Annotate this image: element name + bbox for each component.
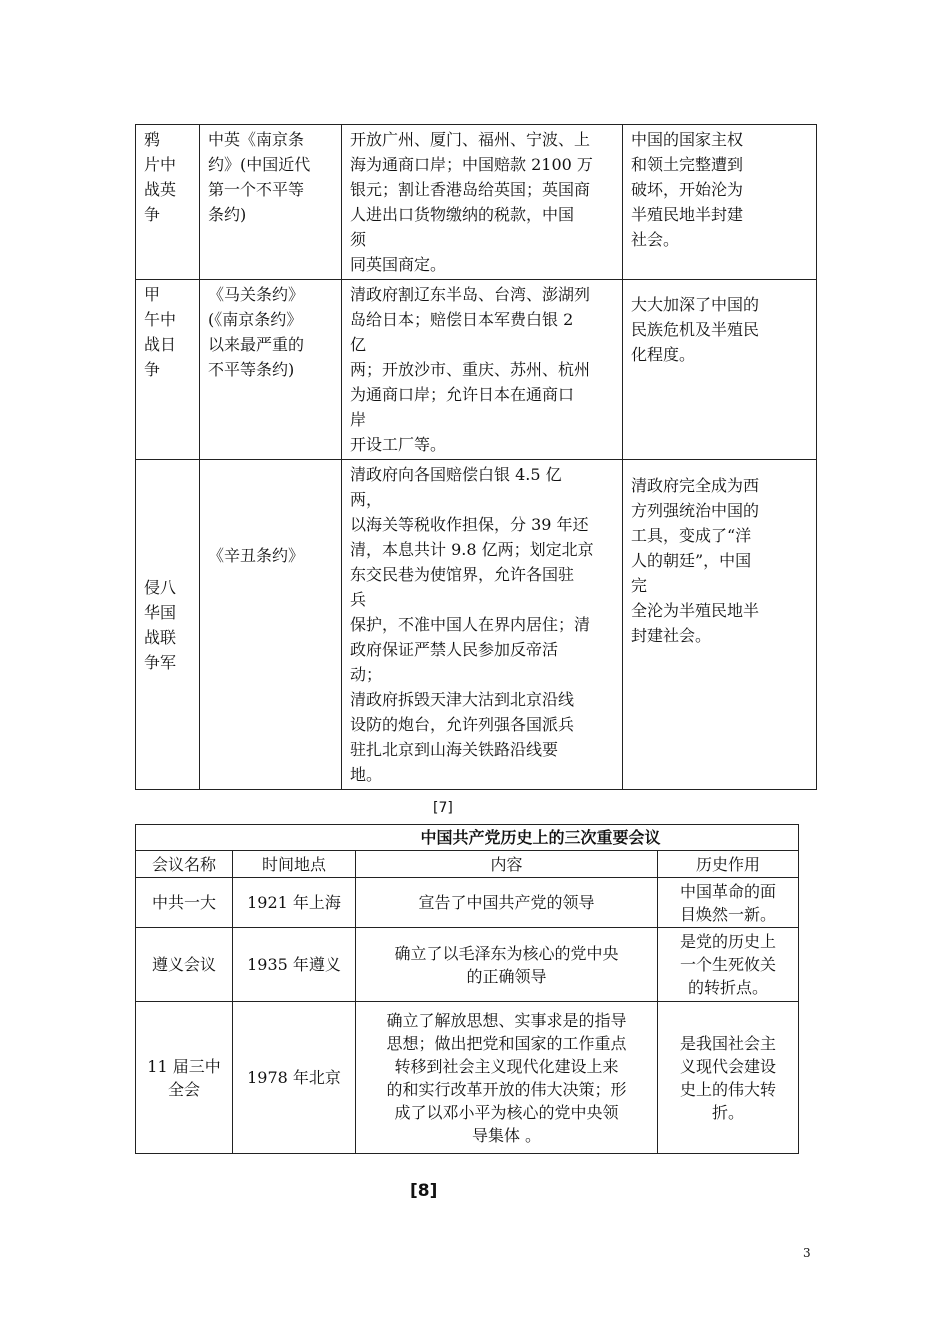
content-cell-line: 人进出口货物缴纳的税款，中国 — [350, 205, 575, 224]
meeting-row — [136, 1002, 799, 1154]
impact-cell-line: 中国的国家主权 — [631, 130, 744, 149]
historical-role-cell-line: 是党的历史上 — [680, 932, 777, 951]
impact-cell-line: 民族危机及半殖民 — [631, 320, 760, 339]
meeting-content-cell-line: 成了以邓小平为核心的党中央领 — [394, 1102, 619, 1122]
impact-cell-line: 人的朝廷”，中国 — [631, 551, 752, 570]
historical-role-cell-line: 中国革命的面 — [680, 881, 777, 901]
impact-cell-line: 方列强统治中国的 — [631, 501, 760, 520]
meeting-content-cell — [356, 1002, 658, 1154]
content-cell-line: 兵 — [350, 590, 367, 609]
treaty-cell-line: 以来最严重的 — [208, 335, 305, 354]
meeting-content-cell — [356, 878, 658, 928]
treaty-cell-line: 第一个不平等 — [208, 180, 305, 199]
impact-cell-line: 化程度。 — [631, 345, 696, 364]
impact-cell-line: 大大加深了中国的 — [631, 295, 760, 314]
content-cell-line: 保护，不准中国人在界内居住；清 — [350, 615, 591, 634]
meeting-content-cell-line: 思想；做出把党和国家的工作重点 — [386, 1033, 627, 1053]
historical-role-cell — [658, 878, 799, 928]
meeting-content-cell-line: 的和实行改革开放的伟大决策；形 — [386, 1079, 627, 1099]
historical-role-cell-line: 目焕然一新。 — [680, 904, 777, 924]
war-cell-line: 战联 — [144, 627, 177, 647]
header-time-place: 时间地点 — [233, 851, 356, 878]
impact-cell-line: 破坏，开始沦为 — [631, 180, 744, 199]
war-cell-line: 争军 — [144, 652, 177, 672]
content-cell — [342, 125, 623, 280]
treaty-cell-line: 《辛丑条约》 — [208, 546, 305, 565]
impact-cell — [623, 125, 817, 280]
content-cell-line: 银元；割让香港岛给英国；英国商 — [350, 180, 591, 199]
meeting-name-cell — [136, 878, 233, 928]
meeting-content-cell-line: 转移到社会主义现代化建设上来 — [394, 1056, 619, 1076]
historical-role-cell-line: 一个生死攸关 — [680, 955, 777, 974]
content-cell-line: 以海关等税收作担保，分 39 年还 — [350, 515, 589, 534]
meetings-table-title: 中国共产党历史上的三次重要会议 — [136, 825, 799, 851]
content-cell-line: 为通商口岸；允许日本在通商口 — [350, 385, 575, 404]
impact-cell-line: 半殖民地半封建 — [631, 205, 744, 224]
treaty-cell-line: 约》(中国近代 — [208, 155, 311, 174]
content-cell-line: 亿 — [350, 335, 367, 354]
historical-role-cell-line: 是我国社会主 — [680, 1033, 777, 1053]
impact-cell-line: 和领土完整遭到 — [631, 155, 744, 174]
content-cell-line: 开放广州、厦门、福州、宁波、上 — [350, 130, 591, 149]
historical-role-cell — [658, 928, 799, 1002]
content-cell-line: 东交民巷为使馆界，允许各国驻 — [350, 565, 575, 584]
meeting-name-cell-line: 11 届三中 — [147, 1056, 221, 1076]
war-cell-line: 午中 — [144, 310, 177, 329]
treaty-cell-line: 条约) — [208, 205, 247, 224]
treaty-cell-line: 中英《南京条 — [208, 130, 305, 149]
meeting-name-cell-line: 遵义会议 — [151, 955, 216, 974]
treaty-cell-line: 不平等条约) — [208, 360, 295, 379]
impact-cell-line: 工具，变成了“洋 — [631, 526, 752, 545]
content-cell-line: 海为通商口岸；中国赔款 2100 万 — [350, 155, 593, 174]
treaty-row — [136, 460, 817, 790]
content-cell — [342, 280, 623, 460]
treaty-row — [136, 280, 817, 460]
war-cell-line: 鸦 — [144, 130, 161, 149]
war-cell-line: 侵八 — [144, 577, 177, 597]
war-cell-line: 甲 — [144, 285, 161, 304]
meeting-content-cell-line: 的正确领导 — [466, 966, 547, 986]
content-cell-line: 地。 — [350, 765, 383, 784]
impact-cell-line: 全沦为半殖民地半 — [631, 601, 760, 620]
meeting-content-cell-line: 导集体 。 — [471, 1125, 542, 1145]
header-historical-role: 历史作用 — [658, 851, 799, 878]
historical-role-cell — [658, 1002, 799, 1154]
content-cell-line: 驻扎北京到山海关铁路沿线要 — [350, 740, 559, 759]
header-content: 内容 — [356, 851, 658, 878]
meeting-name-cell-line: 全会 — [167, 1079, 200, 1099]
meeting-name-cell — [136, 1002, 233, 1154]
war-cell-line: 战英 — [144, 180, 177, 199]
meetings-table — [135, 824, 799, 1154]
time-place-cell — [233, 878, 356, 928]
impact-cell-line: 清政府完全成为西 — [631, 476, 760, 495]
meeting-row — [136, 878, 799, 928]
content-cell-line: 政府保证严禁人民参加反帝活 — [350, 640, 559, 659]
content-cell-line: 同英国商定。 — [350, 255, 447, 274]
war-cell-line: 华国 — [144, 602, 177, 622]
content-cell-line: 开设工厂等。 — [350, 435, 447, 454]
meeting-content-cell-line: 确立了解放思想、实事求是的指导 — [386, 1010, 627, 1030]
caption-8: [8] — [410, 1181, 438, 1201]
meeting-content-cell — [356, 928, 658, 1002]
impact-cell-line: 封建社会。 — [631, 626, 712, 645]
treaty-cell — [200, 125, 342, 280]
time-place-cell-line: 1921 年上海 — [247, 893, 341, 912]
war-cell — [136, 460, 200, 790]
content-cell-line: 清政府拆毁天津大沽到北京沿线 — [350, 690, 575, 709]
content-cell — [342, 460, 623, 790]
meeting-row — [136, 928, 799, 1002]
impact-cell-line: 完 — [631, 576, 648, 595]
meeting-name-cell — [136, 928, 233, 1002]
content-cell-line: 须 — [350, 230, 367, 249]
meeting-content-cell-line: 确立了以毛泽东为核心的党中央 — [394, 943, 619, 963]
treaty-cell — [200, 280, 342, 460]
meeting-name-cell-line: 中共一大 — [151, 893, 216, 912]
content-cell-line: 岛给日本；赔偿日本军费白银 2 — [350, 310, 574, 329]
caption-7: [7] — [433, 800, 453, 816]
war-cell — [136, 280, 200, 460]
time-place-cell — [233, 1002, 356, 1154]
content-cell-line: 两， — [350, 490, 383, 509]
content-cell-line: 两；开放沙市、重庆、苏州、杭州 — [350, 360, 591, 379]
impact-cell-line: 社会。 — [631, 230, 680, 249]
treaty-cell-line: 《马关条约》 — [208, 285, 305, 304]
war-cell — [136, 125, 200, 280]
historical-role-cell-line: 的转折点。 — [688, 978, 769, 997]
impact-cell — [623, 460, 817, 790]
time-place-cell — [233, 928, 356, 1002]
war-cell-line: 战日 — [144, 335, 177, 354]
treaty-cell-line: (《南京条约》 — [208, 310, 303, 329]
impact-cell — [623, 280, 817, 460]
historical-role-cell-line: 义现代会建设 — [680, 1056, 777, 1076]
historical-role-cell-line: 史上的伟大转 — [680, 1079, 777, 1099]
content-cell-line: 清，本息共计 9.8 亿两；划定北京 — [350, 540, 594, 559]
treaty-cell — [200, 460, 342, 790]
meeting-content-cell-line: 宣告了中国共产党的领导 — [418, 893, 595, 912]
page-number: 3 — [803, 1246, 811, 1260]
header-meeting-name: 会议名称 — [136, 851, 233, 878]
content-cell-line: 清政府向各国赔偿白银 4.5 亿 — [350, 465, 562, 484]
time-place-cell-line: 1935 年遵义 — [247, 955, 341, 974]
content-cell-line: 动； — [350, 665, 383, 684]
war-cell-line: 争 — [144, 205, 161, 224]
content-cell-line: 设防的炮台，允许列强各国派兵 — [350, 715, 575, 734]
content-cell-line: 清政府割辽东半岛、台湾、澎湖列 — [350, 285, 591, 304]
war-cell-line: 片中 — [144, 155, 177, 174]
treaty-row — [136, 125, 817, 280]
treaties-table — [135, 124, 817, 790]
content-cell-line: 岸 — [350, 410, 367, 429]
historical-role-cell-line: 折。 — [712, 1102, 745, 1122]
war-cell-line: 争 — [144, 360, 161, 379]
time-place-cell-line: 1978 年北京 — [247, 1068, 341, 1087]
